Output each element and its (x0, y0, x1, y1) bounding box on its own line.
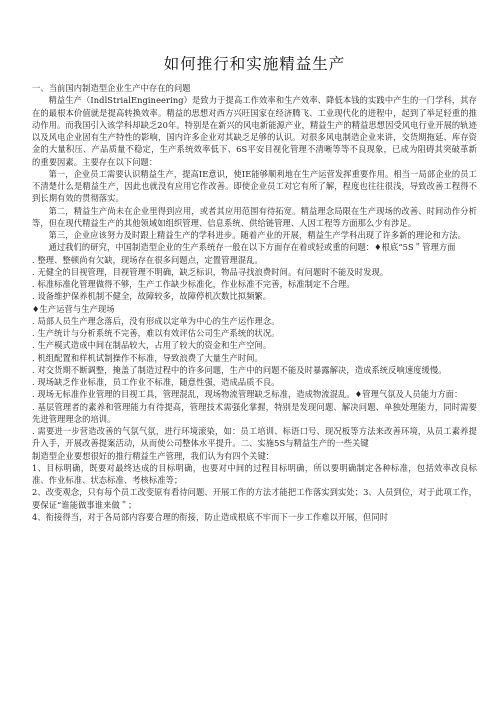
list-item: . 整理、整顿尚有欠缺，现场存在很多问题点，定置管理混乱。 (32, 254, 263, 265)
list-item: . 标准标准化管理做得不够，生产工作缺少标准化，作业标准不完善，标准制定不合理。 (32, 279, 355, 289)
list-item: . 需要进一步营造改善的气氛气氛，进行环境滚染，如：员工培训、标语口号、现况板等方法来改善环境，从员工素养提升入手，开展改善提案活动，从而使公司整体水平提升。二、实施5S与精益生产的一些关键 (32, 426, 477, 449)
paragraph-research: 通过我们的研究，中国制造型企业的生产系统存一般在以下方面存在着或轻或重的问题：♦根底“5S＂管理方面 (48, 242, 456, 253)
list-item: . 对交货期不断调整，掩盖了制造过程中的许多问题，生产中的问题不能及时暴露解决，造成系统反响速度缓慢。 (32, 364, 447, 375)
list-item: . 机组配置和样机试制操作不标准，导致浪费了大量生产时间。 (32, 352, 263, 363)
paragraph-keys-intro: 制造型企业要想很好的推行精益生产管理，我们认为有四个关键： (32, 450, 275, 461)
paragraph-first: 第一，企业员工需要认识精益生产，提高IE意识，使IE能够顺利地在生产运营发挥重要作用。相当一局部企业的员工不清楚什么是精益生产，因此也就没有应用它作改善。即使企业员工对它有所了解，程度也往往很浅，导致改善工程得不到长期有效的贯彻落实。 (32, 168, 477, 204)
list-item: 4、衔接得当，对于各局部内容要合理的衔接，防止造成根底不牢而下一步工作难以开展，但同时 (32, 511, 389, 522)
list-item: . 生产模式造成中间在制品较大，占用了较大的资金和生产空间。 (32, 340, 272, 351)
list-item: . 基层管理者的素养和管理能力有待提高，管理技术需强化掌握，特别是发现问题、解决问题、单独处理能力，同时需要先进管理理念的培训。 (32, 401, 477, 424)
list-item: . 设备维护保养机制不健全，故障较多，故障停机次数比拟频繁。 (32, 291, 272, 302)
section-heading-problems: 一、当前国内制造型企业生产中存在的问题 (32, 83, 191, 93)
document-page (32, 52, 477, 523)
paragraph-intro: 精益生产（IndlStrialEngineering）是致力于提高工作效率和生产效率、降低本钱的实践中产生的一门学科，其存在的最根本价值就是提高转换效率。精益的思想对西方兴旺国家在经济腾飞、工业现代化的进程中，起到了举足轻重的推动作用。而我国引入该学科却缺乏20年。特别是在新兴的风电新能源产业，精益生产的精益思想因受风电行业开展的轨迹以及风电企业固有生产特性的影响，国内许多企业对其缺乏足够的认识。对很多风电制造企业来讲，交货期拖延、库存资金的大量积压、产品质量不稳定，生产系统效率低下、6S平安目视化管理不清晰等等不良现象，已成为阻碍其突破革新的重要因素。主要存在以下问题： (32, 95, 477, 167)
paragraph-third: 第三，企业应该努力及时跟上精益生产的学科进步。随着产业的开展，精益生产学科出现了许多新的理论和方法。 (48, 230, 466, 240)
list-item: 2、改变观念，只有每个员工改变原有看待问题、开展工作的方法才能把工作落实到实处；3、人员到位，对于此项工作，要保证“谁能做事谁来做＂； (32, 487, 477, 510)
document-title: 如何推行和实施精益生产 (163, 55, 346, 73)
list-item: . 局部人员生产理念落后，没有形成以定单为中心的生产运作理念。 (32, 315, 280, 326)
subsection-heading: ♦生产运营与生产现场 (32, 303, 115, 314)
list-item: 1、目标明确，既要对最终达成的目标明确，也要对中间的过程目标明确，所以要明确制定各种标准，包括效率改良标准、作业标准、状态标准、考核标准等； (32, 462, 477, 485)
list-item: . 现场无标准作业管理的目视工具，管理混乱，现场物流管理缺乏标准，造成物流混乱。♦管理气氛及人员能力方面： (32, 389, 463, 400)
list-item: . 生产统计与分析系统不完善，难以有效评估公司生产系统的状况。 (32, 328, 280, 338)
list-item: . 无健全的目视管理，目视管理不明确，缺乏标识，物品寻找浪费时间。有问题时不能及时发现。 (32, 266, 389, 277)
paragraph-second: 第二，精益生产尚未在企业里得到应用，或者其应用范围有待拓宽。精益理念局限在生产现场的改善、时间动作分析等，但在现代精益生产的其他领域如组织管理、信息系统、供给链管理、人因工程等方面那么少有涉足。 (32, 205, 477, 228)
list-item: . 现场缺乏作业标准，员工作业不标准，随意性强，造成品质不良。 (32, 377, 280, 387)
